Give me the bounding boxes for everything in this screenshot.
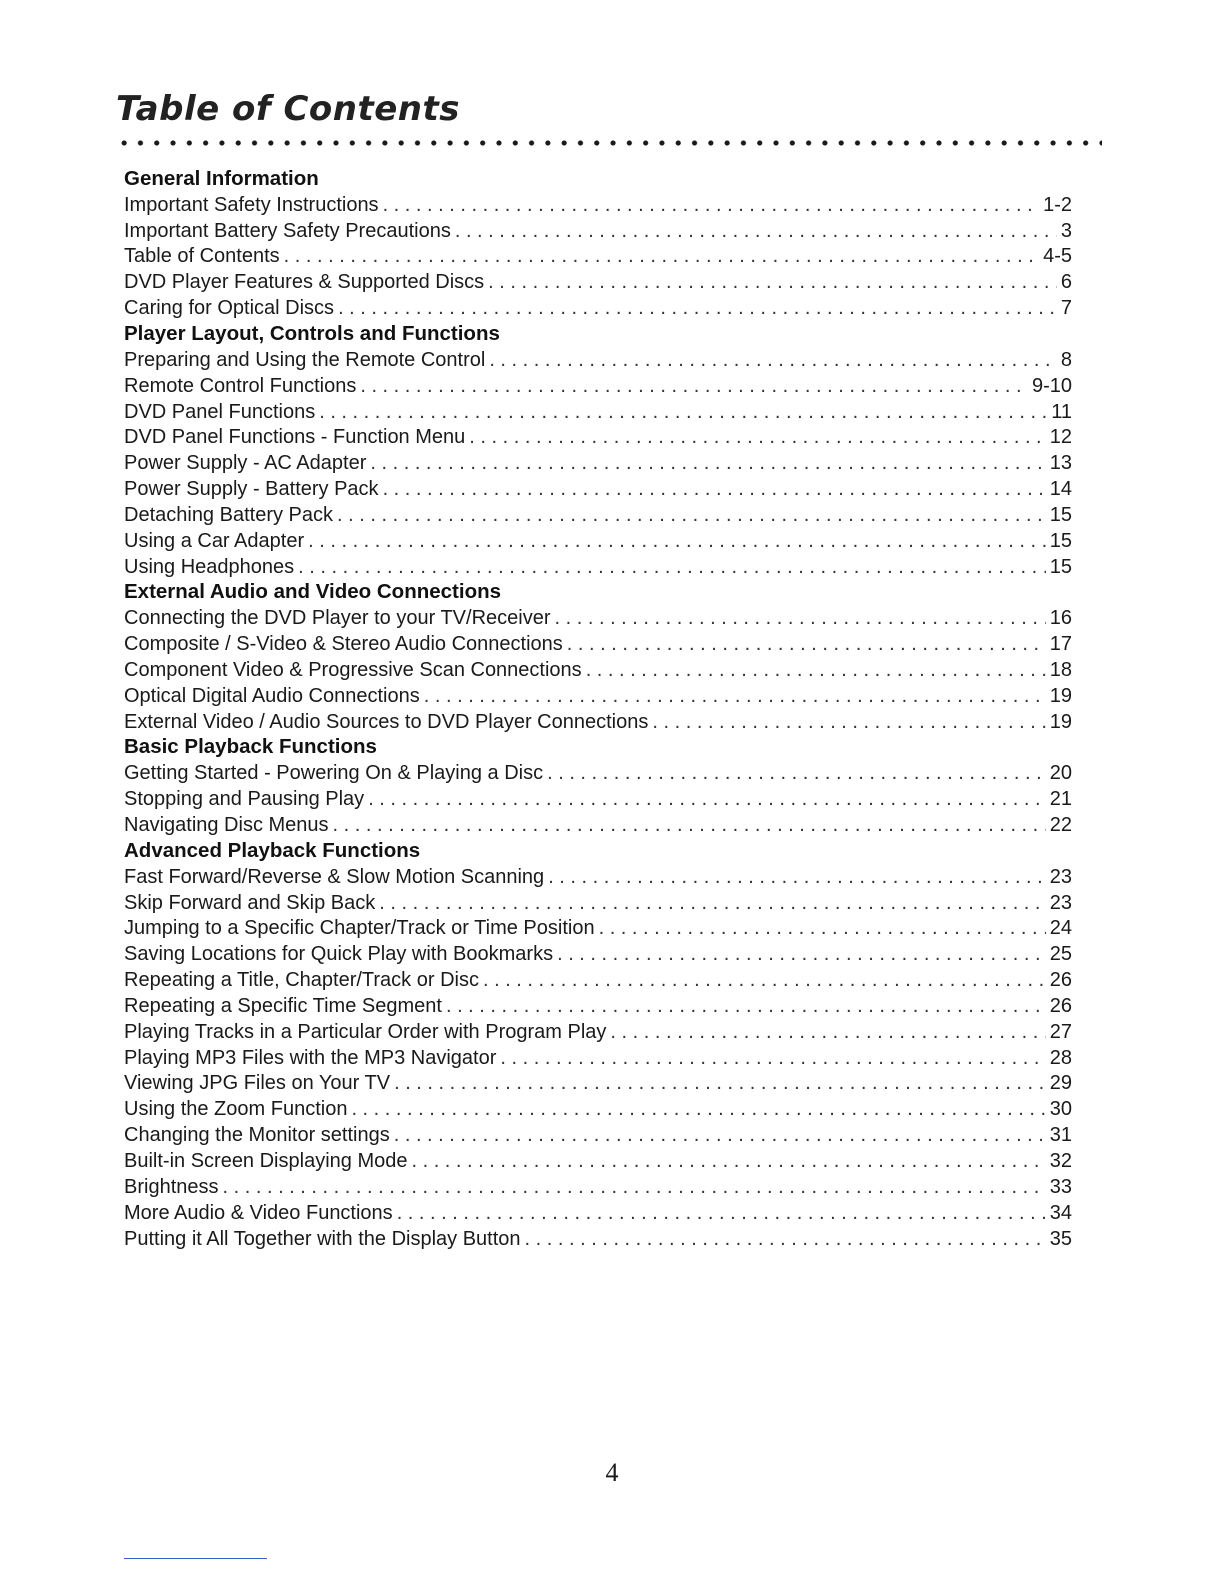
toc-entry-label: Skip Forward and Skip Back	[124, 891, 376, 914]
toc-entry-page: 12	[1049, 426, 1072, 449]
toc-entry	[124, 657, 1072, 683]
toc-dot-leader	[446, 996, 1046, 1016]
toc-dot-leader	[483, 970, 1046, 990]
toc-entry-label: Fast Forward/Reverse & Slow Motion Scanning	[124, 865, 545, 888]
toc-entry-label: Saving Locations for Quick Play with Bookmarks	[124, 943, 554, 966]
toc-entry-label: Getting Started - Powering On & Playing a Disc	[124, 762, 544, 785]
toc-entry-label: DVD Panel Functions - Function Menu	[124, 426, 466, 449]
toc-entry-page: 11	[1051, 400, 1072, 423]
toc-entry-page: 8	[1060, 348, 1072, 371]
toc-dot-leader	[397, 1203, 1046, 1223]
toc-entry	[124, 993, 1072, 1019]
toc-entry-label: Power Supply - Battery Pack	[124, 478, 379, 501]
toc-entry-page: 14	[1049, 478, 1072, 501]
toc-entry	[124, 967, 1072, 993]
toc-section-heading: Basic Playback Functions	[124, 735, 377, 759]
toc-entry-page: 23	[1049, 891, 1072, 914]
toc-entry-label: Playing MP3 Files with the MP3 Navigator	[124, 1046, 497, 1069]
toc-entry-label: Brightness	[124, 1175, 219, 1198]
toc-dot-leader	[308, 531, 1046, 551]
toc-entry	[124, 295, 1072, 321]
toc-entry-label: Detaching Battery Pack	[124, 503, 333, 526]
toc-entry-label: Navigating Disc Menus	[124, 814, 329, 837]
toc-dot-leader	[223, 1177, 1046, 1197]
toc-dot-leader	[370, 453, 1045, 473]
toc-entry	[124, 192, 1072, 218]
toc-entry-label: Important Safety Instructions	[124, 193, 379, 216]
toc-entry	[124, 1226, 1072, 1252]
toc-entry-label: Using Headphones	[124, 555, 295, 578]
toc-entry	[124, 605, 1072, 631]
toc-dot-leader	[368, 789, 1046, 809]
toc-entry-page: 4-5	[1043, 245, 1072, 268]
toc-entry-page: 9-10	[1031, 374, 1072, 397]
toc-entry-label: Using the Zoom Function	[124, 1098, 348, 1121]
toc-entry	[124, 244, 1072, 270]
toc-section-heading: General Information	[124, 166, 319, 190]
toc-entry-label: Built-in Screen Displaying Mode	[124, 1149, 408, 1172]
toc-entry-label: Table of Contents	[124, 245, 280, 268]
toc-entry-label: Connecting the DVD Player to your TV/Receiver	[124, 607, 551, 630]
toc-entry-page: 26	[1049, 969, 1072, 992]
toc-dot-leader	[337, 505, 1046, 525]
toc-entry-label: Important Battery Safety Precautions	[124, 219, 451, 242]
toc-dot-leader	[652, 712, 1045, 732]
toc-entry-page: 13	[1049, 452, 1072, 475]
toc-dot-leader	[284, 246, 1039, 266]
toc-dot-leader	[394, 1125, 1046, 1145]
footer-rule	[124, 1558, 267, 1559]
toc-entry-page: 34	[1049, 1201, 1072, 1224]
toc-entry	[124, 424, 1072, 450]
toc-entry-label: Optical Digital Audio Connections	[124, 684, 420, 707]
toc-dot-leader	[525, 1229, 1046, 1249]
toc-entry-page: 19	[1049, 710, 1072, 733]
toc-entry	[124, 1122, 1072, 1148]
toc-entry-page: 29	[1049, 1072, 1072, 1095]
toc-entry	[124, 1019, 1072, 1045]
toc-dot-leader	[298, 557, 1046, 577]
toc-entry	[124, 269, 1072, 295]
toc-entry	[124, 915, 1072, 941]
toc-entry	[124, 1071, 1072, 1097]
toc-dot-leader	[489, 350, 1057, 370]
toc-entry	[124, 1200, 1072, 1226]
toc-entry-label: Playing Tracks in a Particular Order with Program Play	[124, 1020, 607, 1043]
toc-entry-label: Component Video & Progressive Scan Connections	[124, 658, 582, 681]
toc-entry-page: 33	[1049, 1175, 1072, 1198]
toc-dot-leader	[424, 686, 1046, 706]
toc-dot-leader	[333, 815, 1046, 835]
toc-dot-leader	[383, 195, 1040, 215]
toc-entry-label: Repeating a Specific Time Segment	[124, 994, 442, 1017]
toc-entry	[124, 450, 1072, 476]
toc-dot-leader	[411, 1151, 1045, 1171]
toc-dot-leader	[567, 634, 1046, 654]
toc-dot-leader	[555, 608, 1046, 628]
toc-entry	[124, 218, 1072, 244]
toc-entry-page: 23	[1049, 865, 1072, 888]
toc-entry	[124, 476, 1072, 502]
toc-entry-label: Repeating a Title, Chapter/Track or Disc	[124, 969, 479, 992]
dotted-title-rule	[116, 140, 1102, 146]
toc-entry-label: DVD Panel Functions	[124, 400, 316, 423]
toc-entry-page: 1-2	[1043, 193, 1072, 216]
toc-entry-label: Jumping to a Specific Chapter/Track or Time Position	[124, 917, 595, 940]
toc-entry-label: Composite / S-Video & Stereo Audio Connections	[124, 633, 563, 656]
toc-entry-page: 6	[1060, 271, 1072, 294]
toc-entry-label: Power Supply - AC Adapter	[124, 452, 367, 475]
toc-entry	[124, 786, 1072, 812]
toc-entry	[124, 554, 1072, 580]
toc-dot-leader	[379, 893, 1046, 913]
toc-entry	[124, 399, 1072, 425]
toc-entry-page: 15	[1049, 503, 1072, 526]
toc-dot-leader	[599, 918, 1046, 938]
toc-dot-leader	[319, 402, 1047, 422]
toc-entry	[124, 709, 1072, 735]
toc-entry-label: Stopping and Pausing Play	[124, 788, 365, 811]
toc-dot-leader	[351, 1099, 1045, 1119]
toc-entry	[124, 528, 1072, 554]
toc-dot-leader	[383, 479, 1046, 499]
toc-entry-page: 18	[1049, 658, 1072, 681]
toc-dot-leader	[586, 660, 1046, 680]
toc-entry-page: 16	[1049, 607, 1072, 630]
toc-entry-page: 26	[1049, 994, 1072, 1017]
toc-entry-page: 27	[1049, 1020, 1072, 1043]
toc-entry-page: 7	[1060, 297, 1072, 320]
toc-section-heading: Player Layout, Controls and Functions	[124, 321, 500, 345]
toc-entry-label: Caring for Optical Discs	[124, 297, 335, 320]
toc-dot-leader	[394, 1073, 1046, 1093]
toc-dot-leader	[488, 272, 1057, 292]
toc-dot-leader	[455, 221, 1057, 241]
toc-entry-page: 21	[1049, 788, 1072, 811]
toc-entry	[124, 1174, 1072, 1200]
toc-dot-leader	[338, 298, 1057, 318]
table-of-contents	[124, 166, 1072, 1251]
toc-entry	[124, 502, 1072, 528]
toc-entry-label: External Video / Audio Sources to DVD Player Connections	[124, 710, 649, 733]
toc-entry	[124, 1148, 1072, 1174]
toc-entry	[124, 347, 1072, 373]
toc-entry-label: Changing the Monitor settings	[124, 1124, 390, 1147]
toc-entry-page: 20	[1049, 762, 1072, 785]
toc-dot-leader	[500, 1048, 1045, 1068]
toc-entry	[124, 890, 1072, 916]
toc-entry	[124, 373, 1072, 399]
toc-entry	[124, 1045, 1072, 1071]
toc-entry-label: Preparing and Using the Remote Control	[124, 348, 486, 371]
toc-entry-label: Viewing JPG Files on Your TV	[124, 1072, 391, 1095]
toc-entry-label: More Audio & Video Functions	[124, 1201, 393, 1224]
toc-entry	[124, 864, 1072, 890]
toc-dot-leader	[547, 763, 1046, 783]
toc-entry-page: 19	[1049, 684, 1072, 707]
toc-entry	[124, 631, 1072, 657]
toc-entry-page: 15	[1049, 555, 1072, 578]
toc-entry-label: DVD Player Features & Supported Discs	[124, 271, 485, 294]
toc-entry-page: 17	[1049, 633, 1072, 656]
toc-entry	[124, 760, 1072, 786]
toc-entry-page: 25	[1049, 943, 1072, 966]
toc-entry-label: Remote Control Functions	[124, 374, 357, 397]
toc-entry-label: Putting it All Together with the Display Button	[124, 1227, 521, 1250]
toc-entry-page: 35	[1049, 1227, 1072, 1250]
toc-entry	[124, 812, 1072, 838]
toc-entry-page: 31	[1049, 1124, 1072, 1147]
toc-entry-page: 32	[1049, 1149, 1072, 1172]
toc-dot-leader	[610, 1022, 1045, 1042]
toc-entry-page: 30	[1049, 1098, 1072, 1121]
toc-section-heading: External Audio and Video Connections	[124, 580, 502, 604]
toc-entry	[124, 683, 1072, 709]
toc-entry	[124, 941, 1072, 967]
toc-section-heading: Advanced Playback Functions	[124, 838, 421, 862]
toc-dot-leader	[548, 867, 1046, 887]
toc-entry	[124, 1096, 1072, 1122]
toc-entry-page: 3	[1060, 219, 1072, 242]
toc-dot-leader	[360, 376, 1028, 396]
toc-dot-leader	[469, 427, 1045, 447]
page-number: 4	[605, 1458, 619, 1487]
page-title: Table of Contents	[116, 89, 461, 129]
toc-entry-page: 15	[1049, 529, 1072, 552]
toc-entry-page: 24	[1049, 917, 1072, 940]
toc-entry-page: 28	[1049, 1046, 1072, 1069]
toc-entry-label: Using a Car Adapter	[124, 529, 305, 552]
toc-entry-page: 22	[1049, 814, 1072, 837]
toc-dot-leader	[557, 944, 1046, 964]
